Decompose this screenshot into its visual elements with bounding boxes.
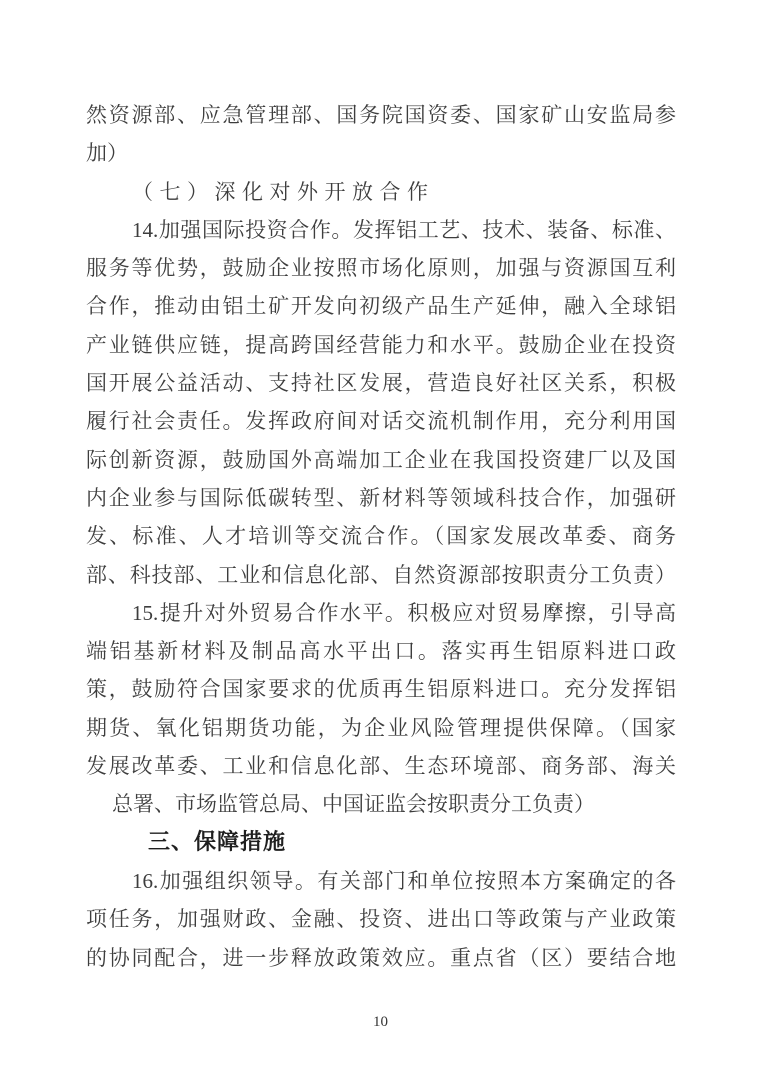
document-body: [86, 96, 676, 977]
document-line: 然资源部、应急管理部、国务院国资委、国家矿山安监局参: [86, 103, 676, 127]
document-line: 发展改革委、工业和信息化部、生态环境部、商务部、海关: [86, 754, 676, 779]
document-line: 14.加强国际投资合作。发挥铝工艺、技术、装备、标准、: [132, 217, 676, 242]
sub-heading: （七）深化对外开放合作: [132, 179, 435, 204]
document-line: 策，鼓励符合国家要求的优质再生铝原料进口。充分发挥铝: [86, 677, 676, 702]
document-line: 的协同配合，进一步释放政策效应。重点省（区）要结合地: [86, 945, 676, 970]
document-line: 16.加强组织领导。有关部门和单位按照本方案确定的各: [132, 868, 676, 893]
document-line: 内企业参与国际低碳转型、新材料等领域科技合作，加强研: [86, 485, 676, 510]
document-line: 合作，推动由铝土矿开发向初级产品生产延伸，融入全球铝: [86, 294, 676, 319]
document-line: 项任务，加强财政、金融、投资、进出口等政策与产业政策: [86, 907, 676, 932]
document-line: 期货、氧化铝期货功能，为企业风险管理提供保障。（国家: [86, 715, 676, 740]
document-line: 部、科技部、工业和信息化部、自然资源部按职责分工负责）: [86, 562, 676, 587]
document-line: 服务等优势，鼓励企业按照市场化原则，加强与资源国互利: [86, 256, 676, 281]
document-line: 总署、市场监管总局、中国证监会按职责分工负责）: [112, 792, 595, 817]
document-line: 履行社会责任。发挥政府间对话交流机制作用，充分利用国: [86, 409, 676, 434]
document-line: 际创新资源，鼓励国外高端加工企业在我国投资建厂以及国: [86, 447, 676, 472]
document-line: 发、标准、人才培训等交流合作。（国家发展改革委、商务: [86, 524, 676, 549]
section-heading: 三、保障措施: [148, 829, 287, 855]
document-line: 加）: [86, 141, 128, 166]
document-line: 产业链供应链，提高跨国经营能力和水平。鼓励企业在投资: [86, 332, 676, 357]
page-number: 10: [373, 1014, 388, 1030]
document-line: 15.提升对外贸易合作水平。积极应对贸易摩擦，引导高: [132, 600, 676, 625]
document-line: 国开展公益活动、支持社区发展，营造良好社区关系，积极: [86, 371, 676, 396]
document-line: 端铝基新材料及制品高水平出口。落实再生铝原料进口政: [86, 639, 676, 664]
